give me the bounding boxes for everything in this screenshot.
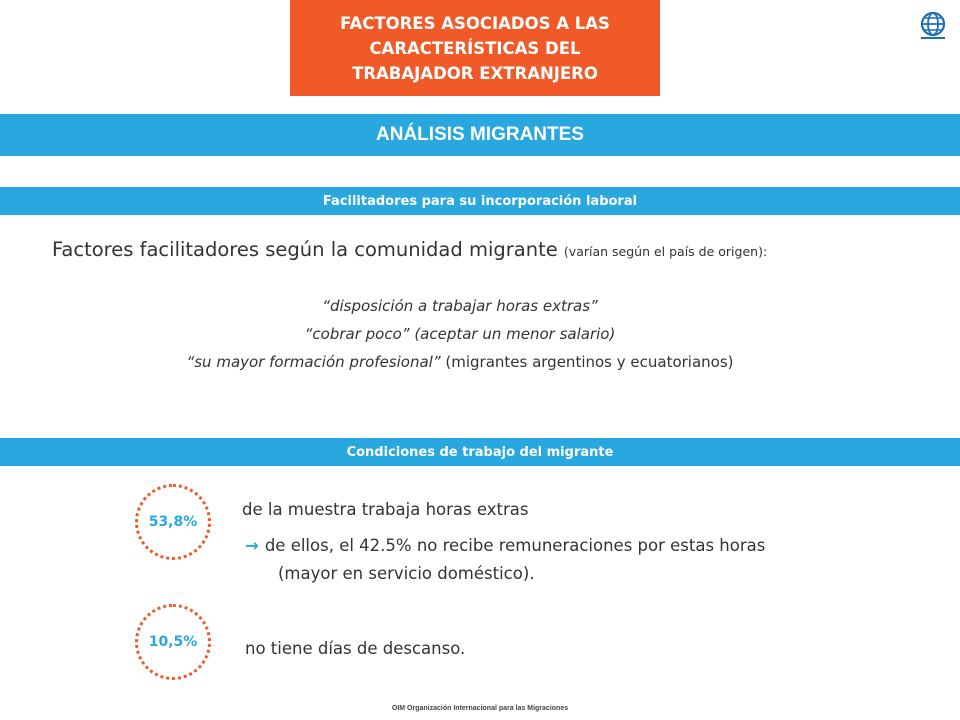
quote-suffix: (migrantes argentinos y ecuatorianos) <box>445 353 734 371</box>
quote-item <box>0 348 920 376</box>
slide-title-box <box>290 0 660 96</box>
lead-paragraph <box>52 238 767 261</box>
quote-text: “cobrar poco” (aceptar un menor salario) <box>304 325 616 343</box>
analysis-banner <box>0 114 960 156</box>
footer-organization: OIM Organización Internacional para las Migraciones <box>391 705 569 712</box>
stat-subtext-domestic: (mayor en servicio doméstico). <box>278 564 535 583</box>
section-heading-facilitators <box>0 187 960 215</box>
quote-item <box>0 320 920 348</box>
stat-subtext-unpaid-label: de ellos, el 42.5% no recibe remuneraciones por estas horas <box>264 536 766 555</box>
oim-globe-icon <box>918 10 948 40</box>
quotes-block <box>0 292 920 376</box>
section-heading-conditions <box>0 438 960 466</box>
analysis-banner-label: ANÁLISIS MIGRANTES <box>376 124 584 145</box>
stat-value: 10,5% <box>148 634 198 650</box>
stat-circle-rest <box>135 604 211 680</box>
title-line-3: TRABAJADOR EXTRANJERO <box>352 63 598 83</box>
lead-note: (varían según el país de origen): <box>563 244 768 259</box>
stat-text-rest: no tiene días de descanso. <box>245 639 466 658</box>
section-heading-conditions-label: Condiciones de trabajo del migrante <box>346 444 614 460</box>
stat-subtext-unpaid <box>245 536 765 555</box>
section-heading-facilitators-label: Facilitadores para su incorporación laboral <box>322 193 638 209</box>
stat-value: 53,8% <box>148 514 198 530</box>
title-line-2: CARACTERÍSTICAS DEL <box>369 38 581 58</box>
quote-text: “su mayor formación profesional” <box>186 353 441 371</box>
title-line-1: FACTORES ASOCIADOS A LAS <box>340 13 610 33</box>
stat-text-overtime: de la muestra trabaja horas extras <box>242 500 529 519</box>
quote-item <box>0 292 920 320</box>
stat-circle-overtime <box>135 484 211 560</box>
quote-text: “disposición a trabajar horas extras” <box>322 297 598 315</box>
lead-text: Factores facilitadores según la comunidad migrante <box>52 238 558 261</box>
arrow-right-icon: → <box>245 536 259 555</box>
